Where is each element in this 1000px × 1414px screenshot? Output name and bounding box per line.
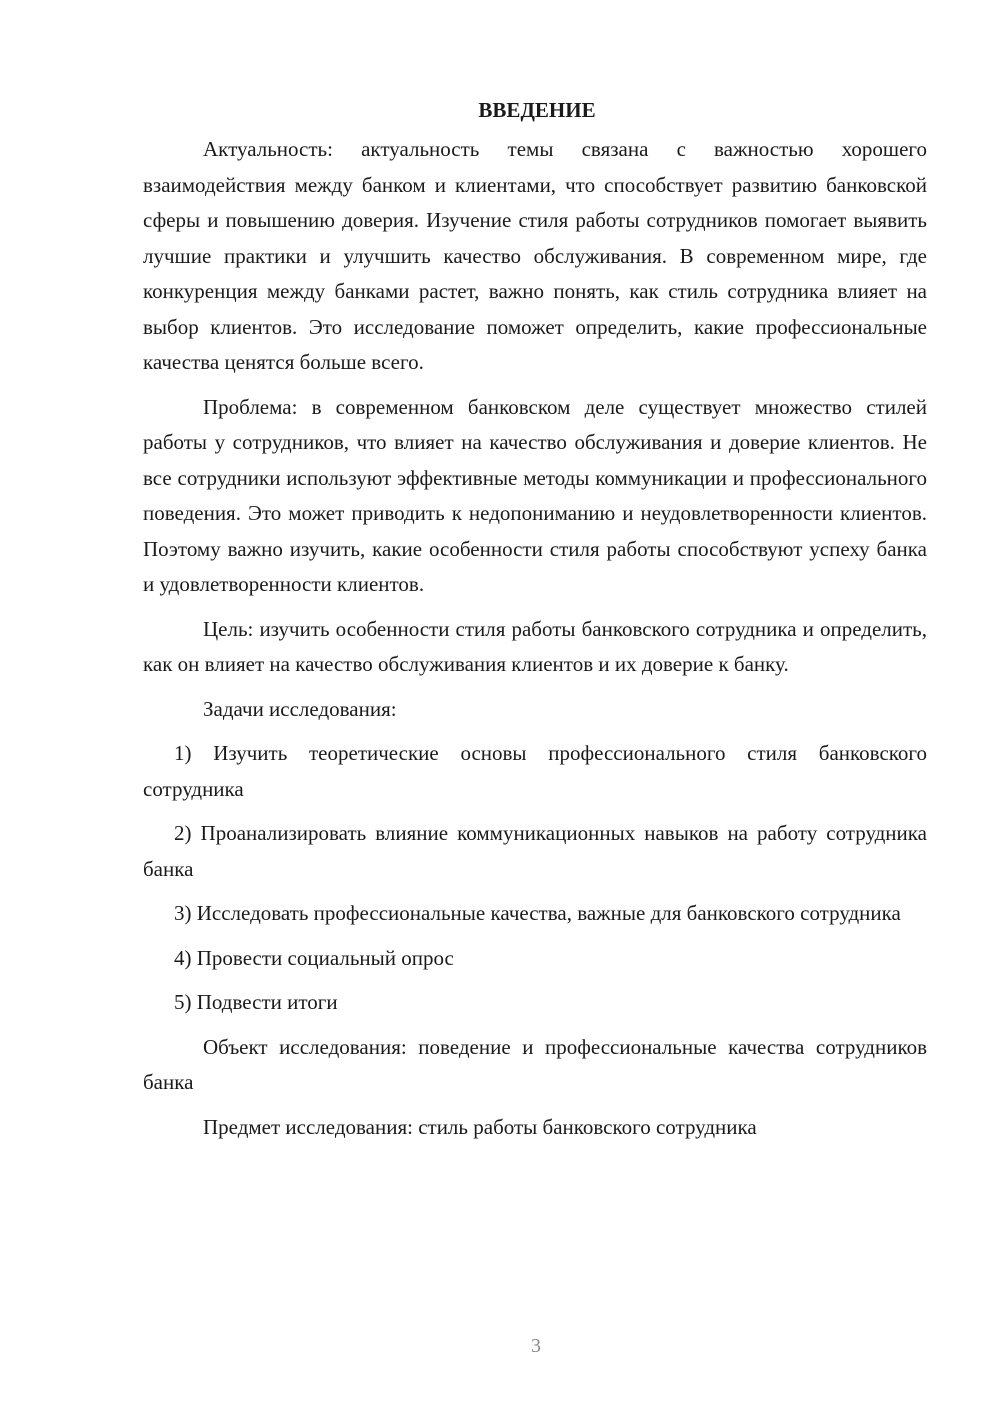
section-heading: ВВЕДЕНИЕ <box>478 98 596 122</box>
task-item-3: 3) Исследовать профессиональные качества, важные для банковского сотрудника <box>174 901 901 925</box>
paragraph-object: Объект исследования: поведение и профессиональные качества сотрудников банка <box>143 1034 927 1094</box>
paragraph-goal: Цель: изучить особенности стиля работы банковского сотрудника и определить, как он влияет на качество обслуживания клиентов и их доверие к банку. <box>143 616 927 676</box>
paragraph-relevance: Актуальность: актуальность темы связана с важностью хорошего взаимодействия между банком и клиентами, что способствует развитию банковской сферы и повышению доверия. Изучение стиля работы сотрудников помогает выявить лучшие практики и улучшить качество обслуживания. В современном мире, где конкуренция между банками растет, важно понять, как стиль сотрудника влияет на выбор клиентов. Это исследование поможет определить, какие профессиональные качества ценятся больше всего. <box>143 137 927 374</box>
page-number: 3 <box>531 1335 541 1357</box>
task-item-5: 5) Подвести итоги <box>174 990 338 1014</box>
tasks-title: Задачи исследования: <box>203 696 397 721</box>
paragraph-problem: Проблема: в современном банковском деле существует множество стилей работы у сотрудников, что влияет на качество обслуживания и доверие клиентов. Не все сотрудники используют эффективные методы коммуникации и профессионального поведения. Это может приводить к недопониманию и неудовлетворенности клиентов. Поэтому важно изучить, какие особенности стиля работы способствуют успеху банка и удовлетворенности клиентов. <box>143 394 927 596</box>
task-item-4: 4) Провести социальный опрос <box>174 945 454 970</box>
paragraph-subject: Предмет исследования: стиль работы банковского сотрудника <box>203 1114 757 1139</box>
task-item-1: 1) Изучить теоретические основы профессионального стиля банковского сотрудника <box>143 741 927 801</box>
task-item-2: 2) Проанализировать влияние коммуникационных навыков на работу сотрудника банка <box>143 821 927 881</box>
page-content <box>143 92 927 1154</box>
